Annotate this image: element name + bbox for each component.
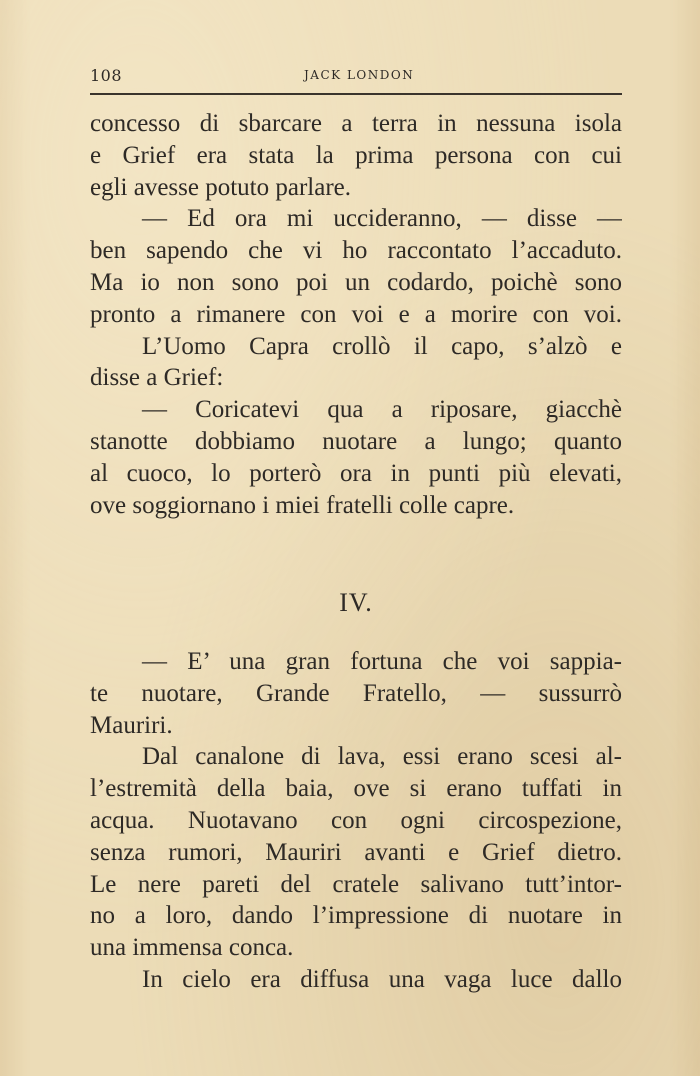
text-line: — Ed ora mi uccideranno, — disse — (142, 205, 622, 233)
text-line: ove soggiornano i miei fratelli colle capre. (90, 491, 515, 519)
running-title: JACK LONDON (304, 68, 415, 82)
text-line: Le nere pareti del cratele salivano tutt’intor- (90, 870, 622, 898)
text-line: L’Uomo Capra crollò il capo, s’alzò e (142, 332, 622, 360)
page-header (90, 64, 622, 92)
text-line: Mauriri. (90, 711, 173, 739)
text-line: Dal canalone di lava, essi erano scesi al- (142, 743, 622, 771)
text-line: pronto a rimanere con voi e a morire con voi. (90, 300, 622, 328)
text-line: concesso di sbarcare a terra in nessuna isola (90, 110, 622, 137)
text-line: acqua. Nuotavano con ogni circospezione, (90, 806, 622, 834)
header-rule (90, 93, 622, 95)
text-line: te nuotare, Grande Fratello, — sussurrò (90, 679, 622, 707)
text-block-1 (90, 108, 622, 521)
text-line: ben sapendo che vi ho raccontato l’accaduto. (90, 237, 622, 265)
text-line: al cuoco, lo porterò ora in punti più elevati, (90, 459, 622, 487)
text-line: — E’ una gran fortuna che voi sappia- (142, 648, 622, 675)
text-line: disse a Grief: (90, 364, 224, 392)
text-line: senza rumori, Mauriri avanti e Grief dietro. (90, 838, 622, 866)
page-number: 108 (90, 66, 123, 85)
text-line: no a loro, dando l’impressione di nuotare in (90, 902, 622, 930)
text-line: In cielo era diffusa una vaga luce dallo (142, 965, 622, 993)
text-block-2 (90, 646, 622, 996)
text-line: una immensa conca. (90, 934, 294, 962)
text-line: egli avesse potuto parlare. (90, 173, 352, 201)
text-line: Ma io non sono poi un codardo, poichè sono (90, 268, 622, 296)
text-line: stanotte dobbiamo nuotare a lungo; quanto (90, 427, 622, 455)
text-line: e Grief era stata la prima persona con cui (90, 141, 622, 169)
text-line: l’estremità della baia, ove si erano tuffati in (90, 775, 622, 803)
text-line: — Coricatevi qua a riposare, giacchè (142, 396, 622, 424)
chapter-heading: IV. (339, 588, 373, 617)
